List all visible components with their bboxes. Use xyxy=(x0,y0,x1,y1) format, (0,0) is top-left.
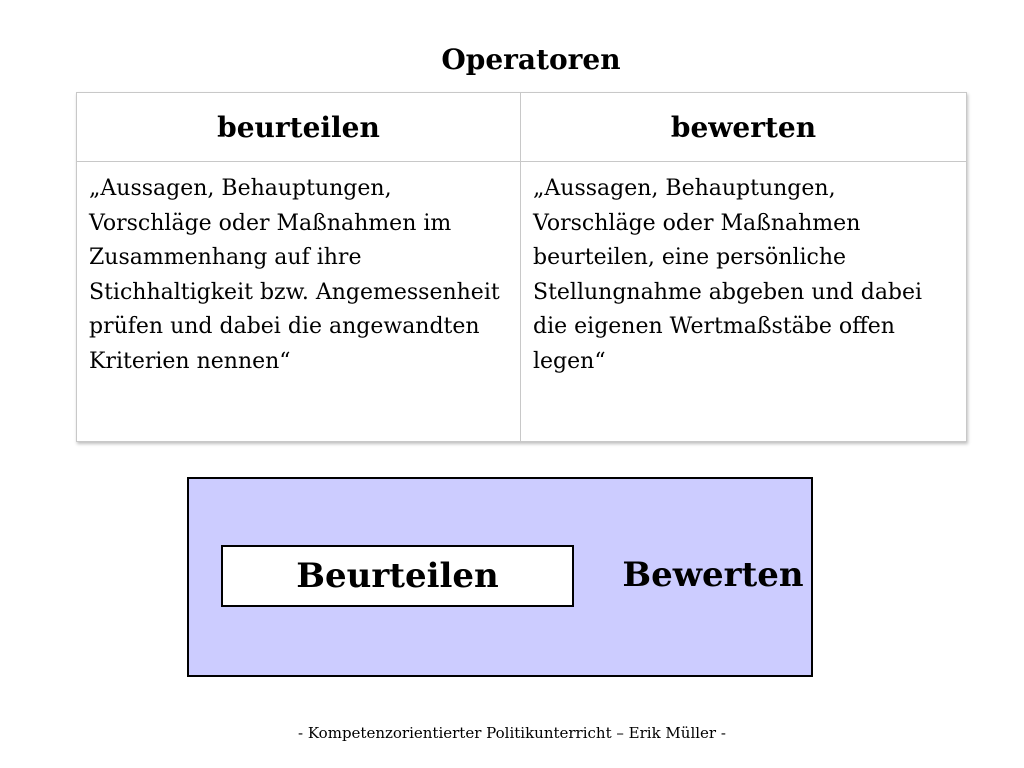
header-beurteilen: beurteilen xyxy=(77,93,521,162)
slide-title: Operatoren xyxy=(441,43,621,76)
table-header-row xyxy=(77,93,967,162)
header-bewerten: bewerten xyxy=(521,93,967,162)
operators-table xyxy=(76,92,967,442)
beurteilen-inner-box: Beurteilen xyxy=(221,545,574,607)
table-row xyxy=(77,162,967,442)
definition-bewerten: „Aussagen, Behauptungen, Vorschläge oder Maßnahmen beurteilen, eine persönliche Stellungnahme abgeben und dabei die eigenen Wertmaßstäbe offen legen“ xyxy=(521,162,967,442)
bewerten-label: Bewerten xyxy=(622,555,804,595)
definition-beurteilen: „Aussagen, Behauptungen, Vorschläge oder Maßnahmen im Zusammenhang auf ihre Stichhaltigkeit bzw. Angemessenheit prüfen und dabei die angewandten Kriterien nennen“ xyxy=(77,162,521,442)
footer-credit: - Kompetenzorientierter Politikunterricht – Erik Müller - xyxy=(298,724,726,742)
